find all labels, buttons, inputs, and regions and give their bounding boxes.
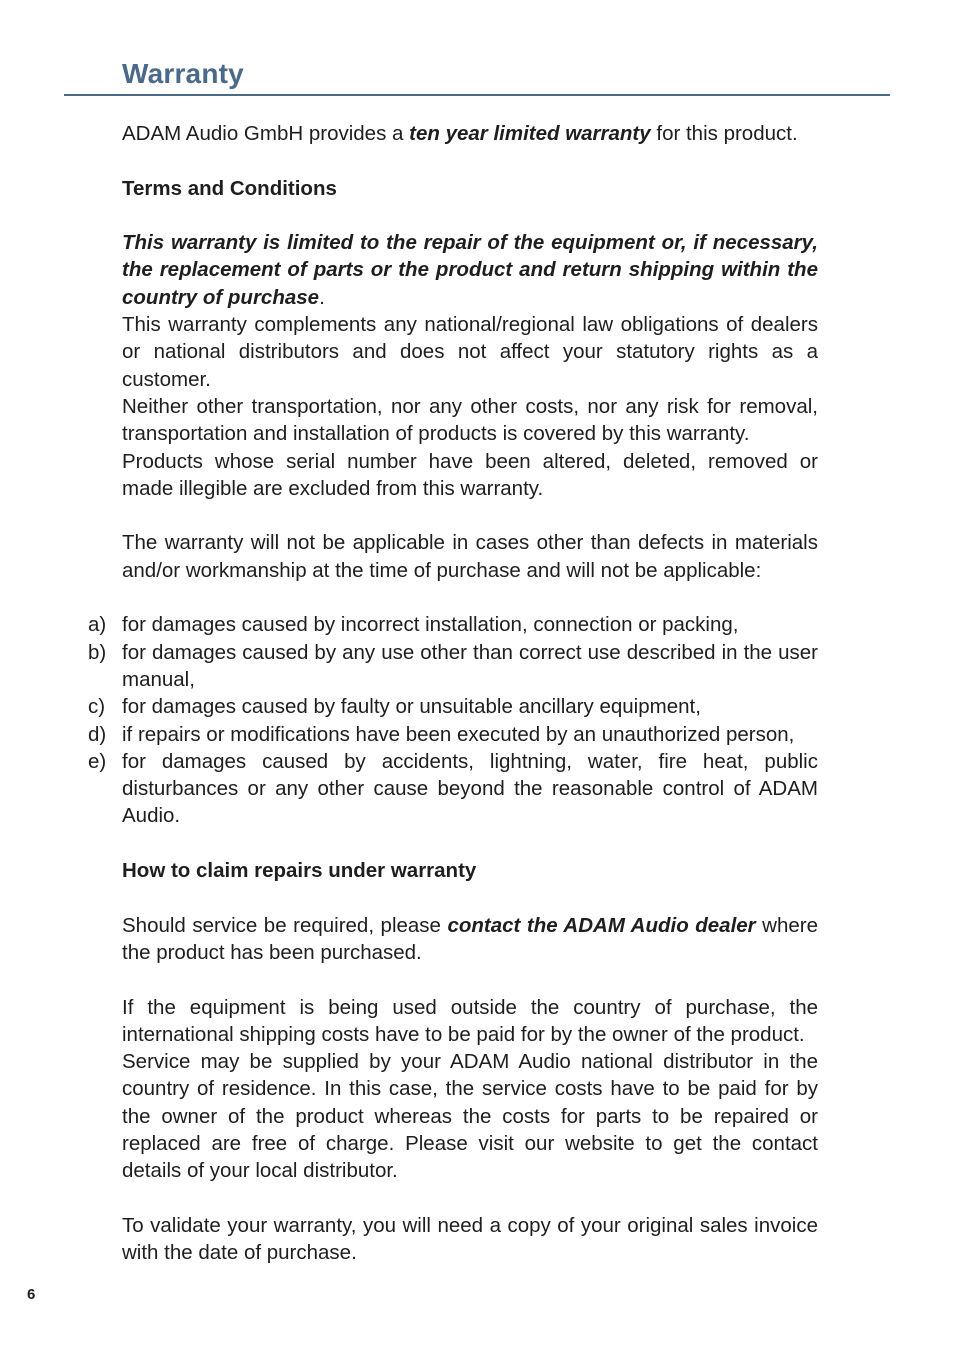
page-title: Warranty xyxy=(122,58,244,89)
intro-text-end: for this product. xyxy=(650,122,798,145)
list-item xyxy=(88,721,818,748)
service-paragraph xyxy=(122,912,818,967)
list-item xyxy=(88,693,818,720)
costs-paragraph: Neither other transportation, nor any other costs, nor any risk for removal, transportation and installation of products is covered by this warranty. xyxy=(122,394,818,446)
warranty-body xyxy=(88,120,818,1266)
validate-paragraph: To validate your warranty, you will need a copy of your original sales invoice with the date of purchase. xyxy=(122,1213,818,1265)
list-item xyxy=(88,639,818,694)
warranty-emphasis: ten year limited warranty xyxy=(409,122,651,145)
list-marker: d) xyxy=(88,722,107,746)
list-item-text: for damages caused by incorrect installation, connection or packing, xyxy=(122,613,739,637)
limited-statement-end: . xyxy=(319,285,325,309)
intro-text: ADAM Audio GmbH provides a xyxy=(122,122,410,145)
dealer-emphasis: contact the ADAM Audio dealer xyxy=(447,913,756,937)
list-item-text: for damages caused by any use other than correct use described in the user manual, xyxy=(122,640,818,691)
list-marker: c) xyxy=(88,695,106,719)
list-item xyxy=(88,611,818,638)
list-item-text: if repairs or modifications have been executed by an unauthorized person, xyxy=(122,722,795,746)
list-item-text: for damages caused by faulty or unsuitable ancillary equipment, xyxy=(122,695,701,719)
intro-paragraph xyxy=(122,120,818,147)
title-divider xyxy=(64,94,890,96)
page-number: 6 xyxy=(27,1286,36,1303)
limited-statement: This warranty is limited to the repair of the equipment or, if necessary, the replacement of parts or the product and return shipping within the country of purchase xyxy=(122,231,818,309)
not-applicable-paragraph: The warranty will not be applicable in cases other than defects in materials and/or workmanship at the time of purchase and will not be applicable: xyxy=(122,531,818,582)
exclusions-list xyxy=(88,611,818,829)
list-item xyxy=(88,748,818,830)
list-marker: b) xyxy=(88,640,107,664)
complement-paragraph: This warranty complements any national/regional law obligations of dealers or national distributors and does not affect your statutory rights as a customer. xyxy=(122,313,818,391)
list-marker: e) xyxy=(88,749,107,773)
list-item-text: for damages caused by accidents, lightning, water, fire heat, public disturbances or any other cause beyond the reasonable control of ADAM Audio. xyxy=(122,749,818,828)
claim-heading: How to claim repairs under warranty xyxy=(122,859,477,883)
outside-paragraph: If the equipment is being used outside the country of purchase, the international shipping costs have to be paid for by the owner of the product. xyxy=(122,995,818,1046)
serial-paragraph: Products whose serial number have been altered, deleted, removed or made illegible are excluded from this warranty. xyxy=(122,449,818,500)
limited-paragraph xyxy=(122,229,818,311)
service-text-end: where the product has been purchased. xyxy=(122,913,818,964)
list-marker: a) xyxy=(88,613,107,637)
service-text: Should service be required, please xyxy=(122,913,448,937)
distributor-paragraph: Service may be supplied by your ADAM Audio national distributor in the country of residence. In this case, the service costs have to be paid for by the owner of the product whereas the costs for parts to be repaired or replaced are free of charge. Please visit our website to get the contact details of your local distributor. xyxy=(122,1050,818,1183)
terms-heading: Terms and Conditions xyxy=(122,176,337,200)
